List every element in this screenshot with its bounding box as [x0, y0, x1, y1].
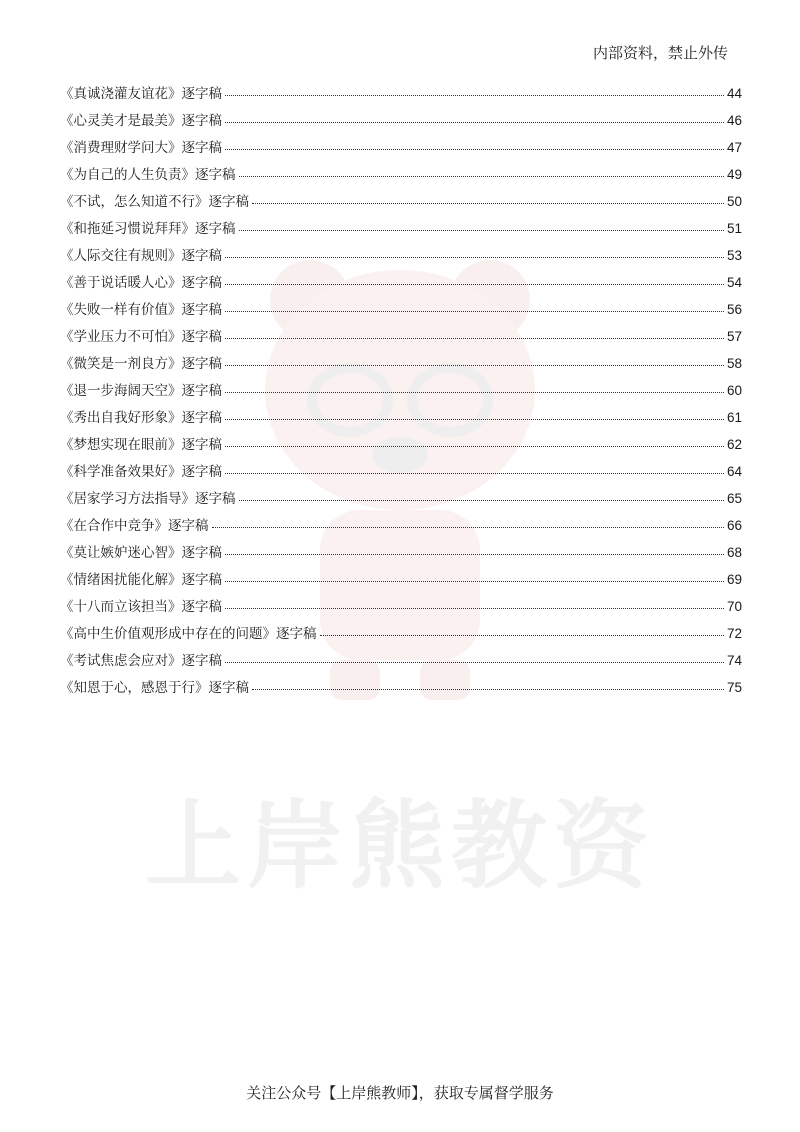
toc-entry-title: 《十八而立该担当》逐字稿: [60, 599, 222, 615]
watermark-text: 上岸熊教资: [145, 790, 655, 902]
toc-entry-title: 《不试，怎么知道不行》逐字稿: [60, 194, 249, 210]
dot-leader: [225, 94, 724, 96]
toc-entry-page: 68: [726, 545, 742, 560]
toc-entry-page: 72: [726, 626, 742, 641]
toc-entry-page: 66: [726, 518, 742, 533]
dot-leader: [225, 418, 724, 420]
toc-entry[interactable]: [60, 570, 742, 597]
toc-entry[interactable]: [60, 219, 742, 246]
dot-leader: [252, 202, 724, 204]
toc-entry[interactable]: [60, 246, 742, 273]
toc-entry-title: 《考试焦虑会应对》逐字稿: [60, 653, 222, 669]
toc-entry[interactable]: [60, 300, 742, 327]
toc-entry-title: 《知恩于心，感恩于行》逐字稿: [60, 680, 249, 696]
dot-leader: [239, 175, 724, 177]
toc-entry-title: 《秀出自我好形象》逐字稿: [60, 410, 222, 426]
toc-entry[interactable]: [60, 111, 742, 138]
toc-entry-title: 《学业压力不可怕》逐字稿: [60, 329, 222, 345]
toc-entry[interactable]: [60, 354, 742, 381]
dot-leader: [225, 148, 724, 150]
dot-leader: [225, 256, 724, 258]
toc-entry-page: 70: [726, 599, 742, 614]
dot-leader: [225, 121, 724, 123]
toc-entry[interactable]: [60, 84, 742, 111]
dot-leader: [225, 607, 724, 609]
toc-entry[interactable]: [60, 381, 742, 408]
toc-entry-title: 《和拖延习惯说拜拜》逐字稿: [60, 221, 236, 237]
dot-leader: [225, 337, 724, 339]
toc-entry-page: 50: [726, 194, 742, 209]
toc-entry-page: 51: [726, 221, 742, 236]
dot-leader: [239, 229, 724, 231]
dot-leader: [225, 391, 724, 393]
toc-entry[interactable]: [60, 516, 742, 543]
toc-entry-page: 57: [726, 329, 742, 344]
toc-entry-page: 74: [726, 653, 742, 668]
toc-entry-page: 64: [726, 464, 742, 479]
toc-entry[interactable]: [60, 624, 742, 651]
toc-entry-title: 《退一步海阔天空》逐字稿: [60, 383, 222, 399]
toc-entry-title: 《居家学习方法指导》逐字稿: [60, 491, 236, 507]
dot-leader: [252, 688, 724, 690]
toc-entry-title: 《消费理财学问大》逐字稿: [60, 140, 222, 156]
dot-leader: [225, 310, 724, 312]
toc-entry-title: 《高中生价值观形成中存在的问题》逐字稿: [60, 626, 317, 642]
toc-entry-title: 《失败一样有价值》逐字稿: [60, 302, 222, 318]
dot-leader: [320, 634, 724, 636]
toc-entry[interactable]: [60, 435, 742, 462]
toc-entry-page: 56: [726, 302, 742, 317]
table-of-contents: [60, 84, 742, 705]
toc-entry-page: 62: [726, 437, 742, 452]
toc-entry-page: 54: [726, 275, 742, 290]
toc-entry-title: 《莫让嫉妒迷心智》逐字稿: [60, 545, 222, 561]
toc-entry[interactable]: [60, 327, 742, 354]
toc-entry-page: 49: [726, 167, 742, 182]
toc-entry[interactable]: [60, 651, 742, 678]
toc-entry-page: 60: [726, 383, 742, 398]
dot-leader: [212, 526, 724, 528]
toc-entry[interactable]: [60, 138, 742, 165]
dot-leader: [225, 445, 724, 447]
dot-leader: [225, 580, 724, 582]
toc-entry-page: 46: [726, 113, 742, 128]
toc-entry-page: 75: [726, 680, 742, 695]
dot-leader: [225, 553, 724, 555]
dot-leader: [225, 283, 724, 285]
toc-entry[interactable]: [60, 597, 742, 624]
toc-entry-page: 53: [726, 248, 742, 263]
footer-note: 关注公众号【上岸熊教师】，获取专属督学服务: [246, 1084, 554, 1102]
header-note: 内部资料，禁止外传: [592, 44, 728, 62]
toc-entry-title: 《心灵美才是最美》逐字稿: [60, 113, 222, 129]
toc-entry-title: 《情绪困扰能化解》逐字稿: [60, 572, 222, 588]
toc-entry[interactable]: [60, 489, 742, 516]
toc-entry[interactable]: [60, 543, 742, 570]
toc-entry-title: 《梦想实现在眼前》逐字稿: [60, 437, 222, 453]
toc-entry-page: 58: [726, 356, 742, 371]
toc-entry-page: 69: [726, 572, 742, 587]
toc-entry[interactable]: [60, 462, 742, 489]
dot-leader: [225, 472, 724, 474]
toc-entry-title: 《科学准备效果好》逐字稿: [60, 464, 222, 480]
toc-entry-page: 61: [726, 410, 742, 425]
toc-entry[interactable]: [60, 408, 742, 435]
dot-leader: [239, 499, 724, 501]
dot-leader: [225, 364, 724, 366]
toc-entry[interactable]: [60, 192, 742, 219]
dot-leader: [225, 661, 724, 663]
toc-entry-page: 65: [726, 491, 742, 506]
toc-entry[interactable]: [60, 678, 742, 705]
toc-entry-title: 《在合作中竞争》逐字稿: [60, 518, 209, 534]
toc-entry[interactable]: [60, 165, 742, 192]
toc-entry-title: 《善于说话暖人心》逐字稿: [60, 275, 222, 291]
toc-entry[interactable]: [60, 273, 742, 300]
toc-entry-page: 44: [726, 86, 742, 101]
toc-entry-title: 《微笑是一剂良方》逐字稿: [60, 356, 222, 372]
toc-entry-page: 47: [726, 140, 742, 155]
toc-entry-title: 《人际交往有规则》逐字稿: [60, 248, 222, 264]
toc-entry-title: 《真诚浇灌友谊花》逐字稿: [60, 86, 222, 102]
toc-entry-title: 《为自己的人生负责》逐字稿: [60, 167, 236, 183]
